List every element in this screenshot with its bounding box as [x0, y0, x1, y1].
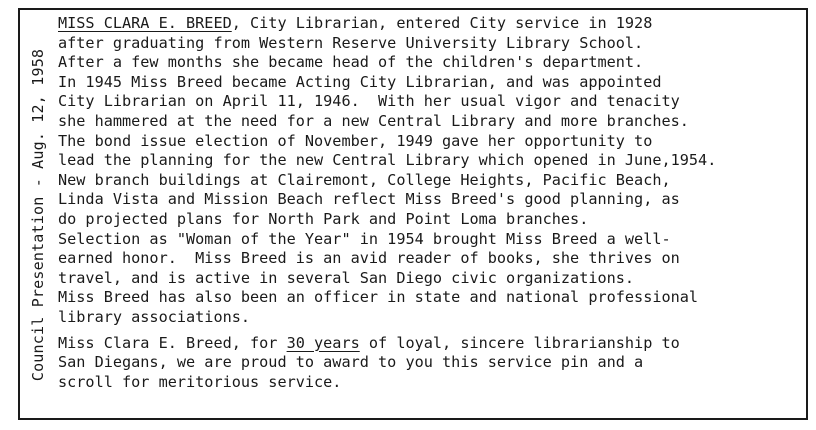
text-fragment: , City Librarian, entered City service in 1928: [231, 14, 653, 32]
text-line: library associations.: [58, 307, 251, 326]
text-line: scroll for meritorious service.: [58, 372, 342, 391]
side-label: Council Presentation - Aug. 12, 1958: [29, 48, 47, 382]
text-line: she hammered at the need for a new Central Library and more branches.: [58, 111, 689, 130]
text-line: City Librarian on April 11, 1946. With her usual vigor and tenacity: [58, 92, 680, 111]
text-fragment: of loyal, sincere librarianship to: [359, 333, 680, 352]
text-line: The bond issue election of November, 1949 gave her opportunity to: [58, 131, 653, 150]
text-fragment: Miss Clara E. Breed, for: [58, 333, 287, 352]
text-line: San Diegans, we are proud to award to you this service pin and a: [58, 353, 644, 372]
text-line: [58, 14, 806, 34]
text-line: earned honor. Miss Breed is an avid reader of books, she thrives on: [58, 249, 680, 268]
text-line: travel, and is active in several San Diego civic organizations.: [58, 268, 635, 287]
text-line: [58, 334, 806, 354]
side-label-column: [24, 14, 52, 416]
paragraph-biography: [58, 14, 806, 328]
document-body: [58, 14, 806, 392]
service-years: 30 years: [286, 333, 360, 352]
text-line: Selection as "Woman of the Year" in 1954 brought Miss Breed a well-: [58, 229, 671, 248]
text-line: After a few months she became head of the children's department.: [58, 53, 644, 72]
text-line: after graduating from Western Reserve University Library School.: [58, 33, 644, 52]
text-line: lead the planning for the new Central Library which opened in June,1954.: [58, 151, 717, 170]
document-card: [18, 8, 808, 420]
text-line: In 1945 Miss Breed became Acting City Librarian, and was appointed: [58, 72, 662, 91]
honoree-name: MISS CLARA E. BREED: [58, 14, 232, 32]
text-line: Linda Vista and Mission Beach reflect Miss Breed's good planning, as: [58, 190, 680, 209]
text-line: do projected plans for North Park and Point Loma branches.: [58, 209, 589, 228]
text-line: Miss Breed has also been an officer in state and national professional: [58, 288, 699, 307]
paragraph-award: [58, 334, 806, 393]
text-line: New branch buildings at Clairemont, College Heights, Pacific Beach,: [58, 170, 671, 189]
